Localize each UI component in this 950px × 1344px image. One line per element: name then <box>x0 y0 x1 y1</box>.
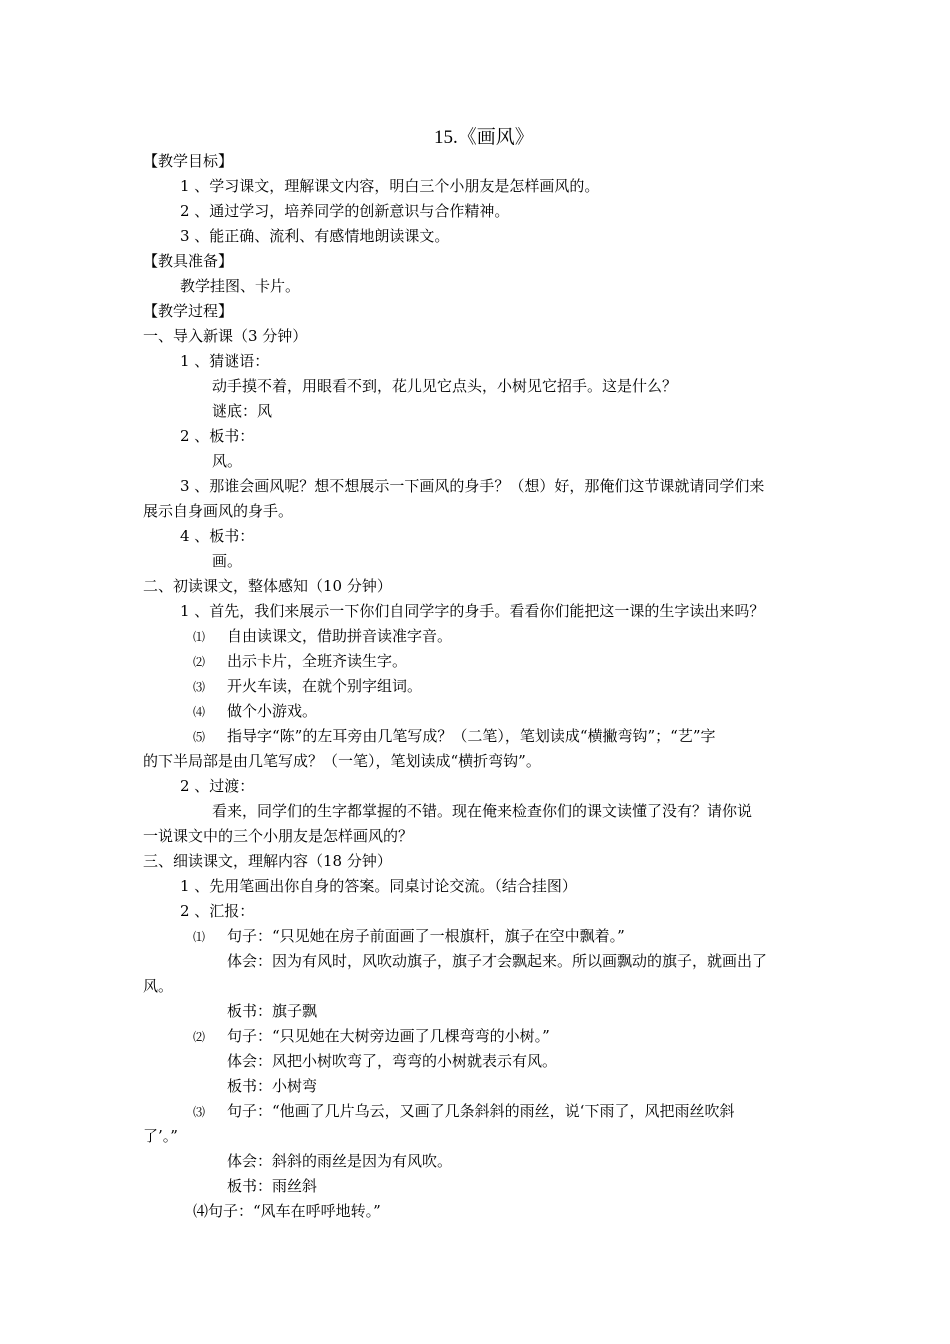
sentence-text: 句子：“只见她在房子前面画了一根旗杆，旗子在空中飘着。” <box>227 927 625 945</box>
sub-item <box>193 626 452 646</box>
item-number: ⑶ <box>193 1105 206 1119</box>
item-number: ⑵ <box>193 1030 206 1044</box>
sentence-text: 句子：“他画了几片乌云，又画了几条斜斜的雨丝，说‘下雨了，风把雨丝吹斜 <box>227 1102 735 1120</box>
step-item: 2 、汇报： <box>180 902 255 920</box>
transition-text: 看来，同学们的生字都掌握的不错。现在俺来检查你们的课文读懂了没有？请你说 <box>212 802 753 820</box>
step-item: 3 、那谁会画风呢？想不想展示一下画风的身手？（想）好，那俺们这节课就请同学们来 <box>180 477 765 495</box>
report-board: 板书：旗子飘 <box>227 1002 318 1020</box>
sub-item <box>193 726 716 746</box>
goal-item: 1 、学习课文，理解课文内容，明白三个小朋友是怎样画风的。 <box>180 177 600 195</box>
section-heading-goals: 【教学目标】 <box>143 152 234 170</box>
part-heading: 二、初读课文，整体感知（10 分钟） <box>143 577 392 595</box>
paragraph-continuation: 风。 <box>143 977 174 995</box>
sub-item-text: 出示卡片，全班齐读生字。 <box>227 652 408 670</box>
tools-text: 教学挂图、卡片。 <box>180 277 301 295</box>
board-text: 风。 <box>212 452 243 470</box>
report-sentence <box>193 1101 734 1121</box>
report-sentence <box>193 926 625 946</box>
item-number: ⑵ <box>193 655 206 669</box>
paragraph-continuation: 一说课文中的三个小朋友是怎样画风的？ <box>143 827 414 845</box>
step-item: 1 、先用笔画出你自身的答案。同桌讨论交流。（结合挂图） <box>180 877 577 895</box>
part-heading: 三、细读课文，理解内容（18 分钟） <box>143 852 392 870</box>
item-number: ⑸ <box>193 730 206 744</box>
sub-item-text: 指导字“陈”的左耳旁由几笔写成？（二笔），笔划读成“横撇弯钩”；“艺”字 <box>227 727 716 745</box>
goal-item: 2 、通过学习，培养同学的创新意识与合作精神。 <box>180 202 510 220</box>
item-number: ⑴ <box>193 630 206 644</box>
riddle-answer: 谜底：风 <box>212 402 273 420</box>
goal-item: 3 、能正确、流利、有感情地朗读课文。 <box>180 227 450 245</box>
section-heading-process: 【教学过程】 <box>143 302 234 320</box>
page-title: 15.《画风》 <box>434 127 534 148</box>
paragraph-continuation: 的下半局部是由几笔写成？（一笔），笔划读成“横折弯钩”。 <box>143 752 541 770</box>
report-feeling: 体会：因为有风时，风吹动旗子，旗子才会飘起来。所以画飘动的旗子，就画出了 <box>227 952 768 970</box>
report-feeling: 体会：风把小树吹弯了，弯弯的小树就表示有风。 <box>227 1052 558 1070</box>
report-board: 板书：雨丝斜 <box>227 1177 318 1195</box>
sub-item <box>193 651 407 671</box>
report-sentence <box>193 1026 550 1046</box>
sub-item-text: 做个小游戏。 <box>227 702 318 720</box>
section-heading-tools: 【教具准备】 <box>143 252 234 270</box>
part-heading: 一、导入新课（3 分钟） <box>143 327 308 345</box>
step-item: 1 、首先，我们来展示一下你们自同学字的身手。看看你们能把这一课的生字读出来吗？ <box>180 602 765 620</box>
step-item: 4 、板书： <box>180 527 255 545</box>
sub-item <box>193 676 422 696</box>
riddle-text: 动手摸不着，用眼看不到，花儿见它点头，小树见它招手。这是什么？ <box>212 377 678 395</box>
item-number: ⑶ <box>193 680 206 694</box>
report-board: 板书：小树弯 <box>227 1077 318 1095</box>
step-item: 2 、板书： <box>180 427 255 445</box>
report-feeling: 体会：斜斜的雨丝是因为有风吹。 <box>227 1152 453 1170</box>
step-item: 1 、猜谜语： <box>180 352 270 370</box>
sub-item <box>193 701 317 721</box>
paragraph-continuation: 展示自身画风的身手。 <box>143 502 294 520</box>
sentence-text: 句子：“只见她在大树旁边画了几棵弯弯的小树。” <box>227 1027 550 1045</box>
report-sentence: ⑷句子：“风车在呼呼地转。” <box>193 1202 381 1220</box>
paragraph-continuation: 了’。” <box>143 1127 178 1145</box>
item-number: ⑴ <box>193 930 206 944</box>
item-number: ⑷ <box>193 705 206 719</box>
step-item: 2 、过渡： <box>180 777 255 795</box>
sub-item-text: 自由读课文，借助拼音读准字音。 <box>227 627 453 645</box>
board-text: 画。 <box>212 552 243 570</box>
sub-item-text: 开火车读，在就个别字组词。 <box>227 677 423 695</box>
